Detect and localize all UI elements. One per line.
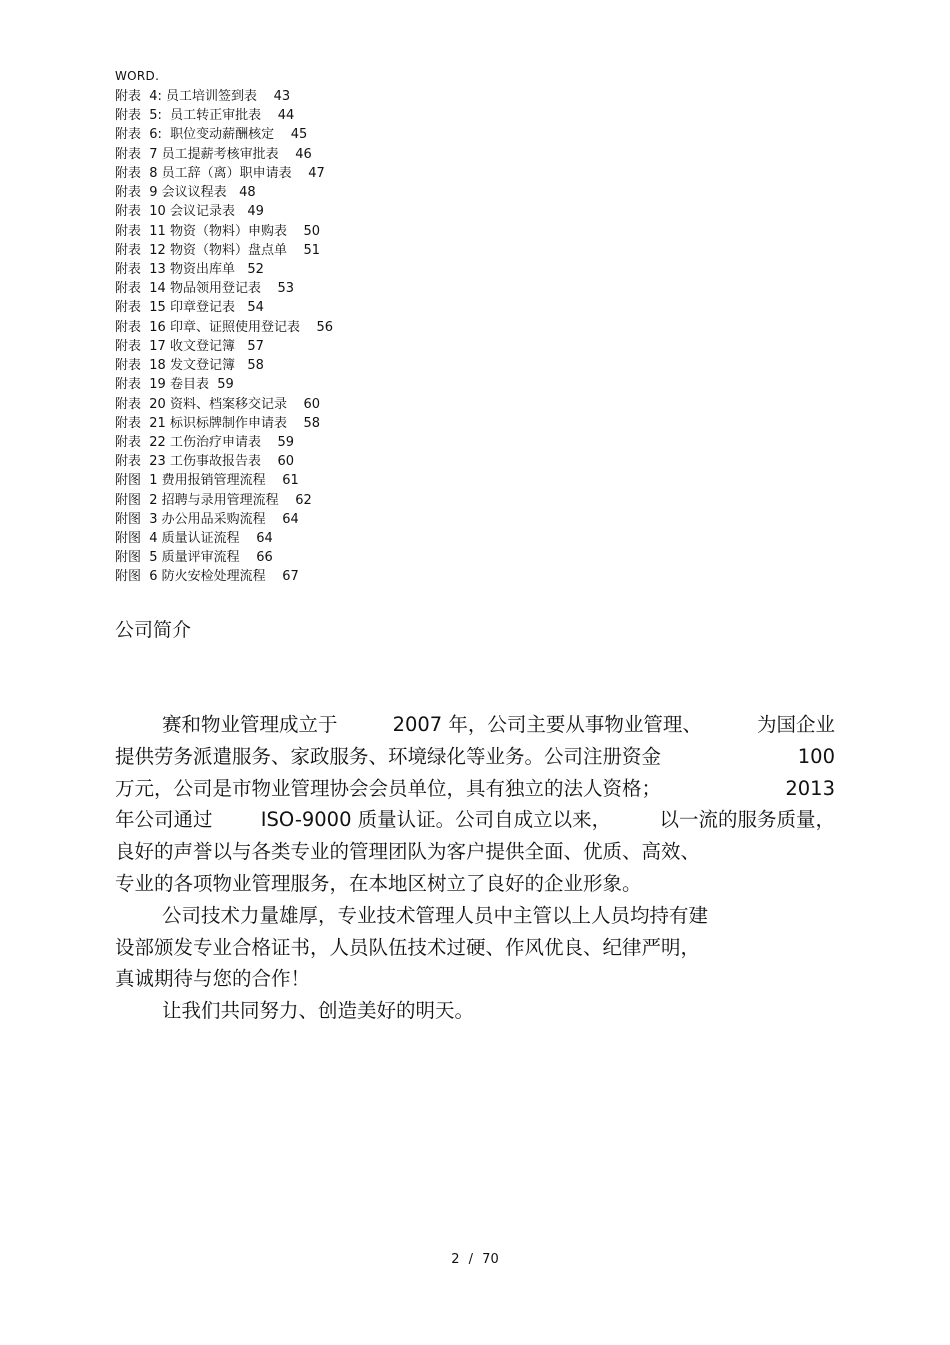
toc-item: 附表 7 员工提薪考核审批表 46 [115,146,312,162]
toc-item: 附表 18 发文登记簿 58 [115,358,264,374]
intro-line: 设部颁发专业合格证书，人员队伍技术过硬、作风优良、纪律严明， [115,935,701,959]
intro-segment: 100 [797,744,835,768]
intro-segment: 年公司通过 [115,808,213,832]
intro-segment: 万元，公司是市物业管理协会会员单位，具有独立的法人资格； [115,776,662,800]
toc-item: 附表 13 物资出库单 52 [115,261,264,277]
intro-line [115,868,835,900]
intro-segment: 为国企业 [756,713,835,736]
toc-item: 附图 2 招聘与录用管理流程 62 [115,492,312,508]
page-number: 2 / 70 [451,1252,499,1267]
toc-item: 附表 11 物资（物料）申购表 50 [115,223,321,239]
toc-item: 附图 4 质量认证流程 64 [115,531,273,547]
toc-item: 附表 5: 员工转正审批表 44 [115,108,295,124]
toc-item: 附图 5 质量评审流程 66 [115,550,273,566]
toc-item: 附表 22 工伤治疗申请表 59 [115,434,295,450]
intro-segment: 2007 年，公司主要从事物业管理、 [392,713,702,736]
intro-line: 公司技术力量雄厚，专业技术管理人员中主管以上人员均持有建 [162,903,709,927]
intro-line [115,804,835,836]
toc-item: 附表 19 卷目表 59 [115,377,234,393]
intro-line [115,836,835,868]
toc-item: 附表 4: 员工培训签到表 43 [115,89,291,104]
intro-line [115,709,835,741]
header-label: WORD. [115,69,160,83]
toc-item: 附表 17 收文登记簿 57 [115,338,264,354]
toc-item: 附表 21 标识标牌制作申请表 58 [115,415,321,431]
intro-line [115,741,835,773]
toc-item: 附图 6 防火安检处理流程 67 [115,569,299,585]
toc-item: 附表 6: 职位变动薪酬核定 45 [115,127,308,143]
toc-item: 附表 23 工伤事故报告表 60 [115,454,295,470]
section-title: 公司简介 [115,619,192,641]
toc-item: 附图 3 办公用品采购流程 64 [115,511,299,527]
intro-segment: 赛和物业管理成立于 [162,713,338,736]
intro-segment: ISO-9000 质量认证。公司自成立以来， [260,808,612,832]
intro-line: 让我们共同努力、创造美好的明天。 [162,999,475,1023]
toc-item: 附图 1 费用报销管理流程 61 [115,473,299,489]
toc-item: 附表 9 会议议程表 48 [115,185,256,201]
toc-item: 附表 12 物资（物料）盘点单 51 [115,242,321,258]
appendix-list [115,87,333,587]
intro-segment: 专业的各项物业管理服务，在本地区树立了良好的企业形象。 [115,871,642,895]
intro-segment: 良好的声誉以与各类专业的管理团队为客户提供全面、优质、高效、 [115,840,701,864]
toc-item: 附表 10 会议记录表 49 [115,204,264,220]
intro-line: 真诚期待与您的合作！ [115,967,311,991]
company-intro [115,709,835,1027]
toc-item: 附表 15 印章登记表 54 [115,300,264,316]
intro-segment: 提供劳务派遣服务、家政服务、环境绿化等业务。公司注册资金 [115,744,662,768]
toc-item: 附表 16 印章、证照使用登记表 56 [115,319,334,335]
toc-item: 附表 14 物品领用登记表 53 [115,281,295,297]
intro-segment: 2013 [785,776,835,800]
intro-segment: 以一流的服务质量， [659,808,835,832]
toc-item: 附表 8 员工辞（离）职申请表 47 [115,165,325,181]
toc-item: 附表 20 资料、档案移交记录 60 [115,396,321,412]
intro-line [115,773,835,805]
